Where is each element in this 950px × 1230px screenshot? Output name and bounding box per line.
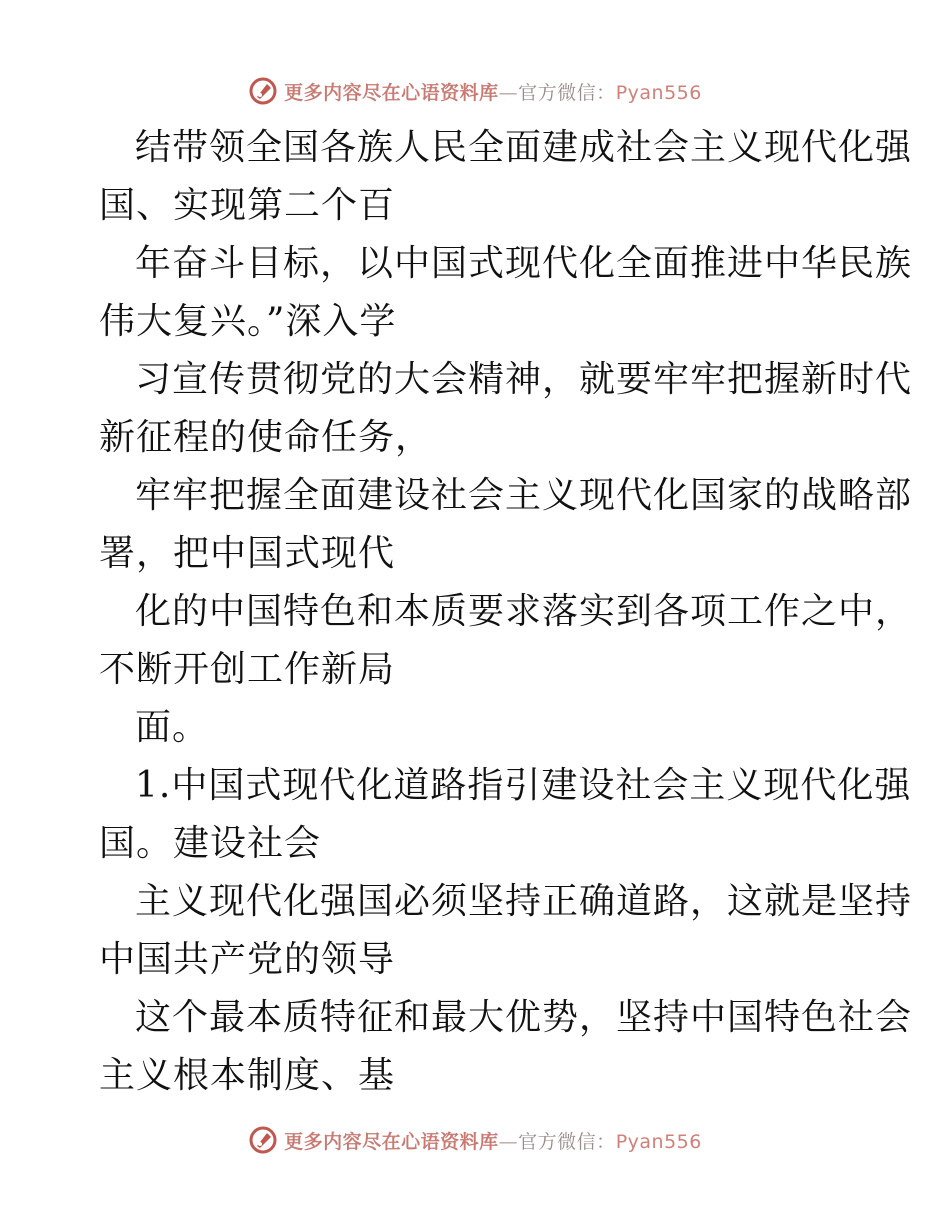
header-watermark <box>0 71 950 111</box>
watermark-site-text: 更多内容尽在心语资料库 <box>284 81 499 104</box>
watermark-site-text: 更多内容尽在心语资料库 <box>284 1130 499 1153</box>
text-line: 署，把中国式现代 <box>99 533 396 574</box>
watermark-wechat-id: Pyan556 <box>615 81 702 104</box>
watermark-text <box>284 1127 702 1154</box>
watermark-text <box>284 78 702 105</box>
text-line: 这个最本质特征和最大优势，坚持中国特色社会 <box>135 997 913 1038</box>
text-line: 结带领全国各族人民全面建成社会主义现代化强 <box>135 127 913 168</box>
text-line: 主义根本制度、基 <box>99 1055 396 1096</box>
text-line: 化的中国特色和本质要求落实到各项工作之中， <box>135 591 913 632</box>
text-line: 面。 <box>135 707 210 748</box>
watermark-separator: — <box>498 81 519 104</box>
text-line: 习宣传贯彻党的大会精神，就要牢牢把握新时代 <box>135 359 913 400</box>
pen-nib-logo-icon <box>248 76 278 106</box>
text-line: 年奋斗目标，以中国式现代化全面推进中华民族 <box>135 243 913 284</box>
watermark-separator: — <box>498 1130 519 1153</box>
watermark-wechat-label: 官方微信： <box>518 1130 616 1153</box>
footer-watermark <box>0 1120 950 1160</box>
watermark-wechat-id: Pyan556 <box>615 1130 702 1153</box>
text-line: 伟大复兴。”深入学 <box>99 301 397 342</box>
text-line: 主义现代化强国必须坚持正确道路，这就是坚持 <box>135 881 913 922</box>
pen-nib-logo-icon <box>248 1125 278 1155</box>
text-line: 国。建设社会 <box>99 823 322 864</box>
text-line: 牢牢把握全面建设社会主义现代化国家的战略部 <box>135 475 913 516</box>
text-line: 国、实现第二个百 <box>99 185 396 226</box>
text-line: 中国共产党的领导 <box>99 939 396 980</box>
text-line: 新征程的使命任务， <box>99 417 433 458</box>
text-line: 1.中国式现代化道路指引建设社会主义现代化强 <box>135 765 912 806</box>
text-line: 不断开创工作新局 <box>99 649 396 690</box>
watermark-wechat-label: 官方微信： <box>518 81 616 104</box>
